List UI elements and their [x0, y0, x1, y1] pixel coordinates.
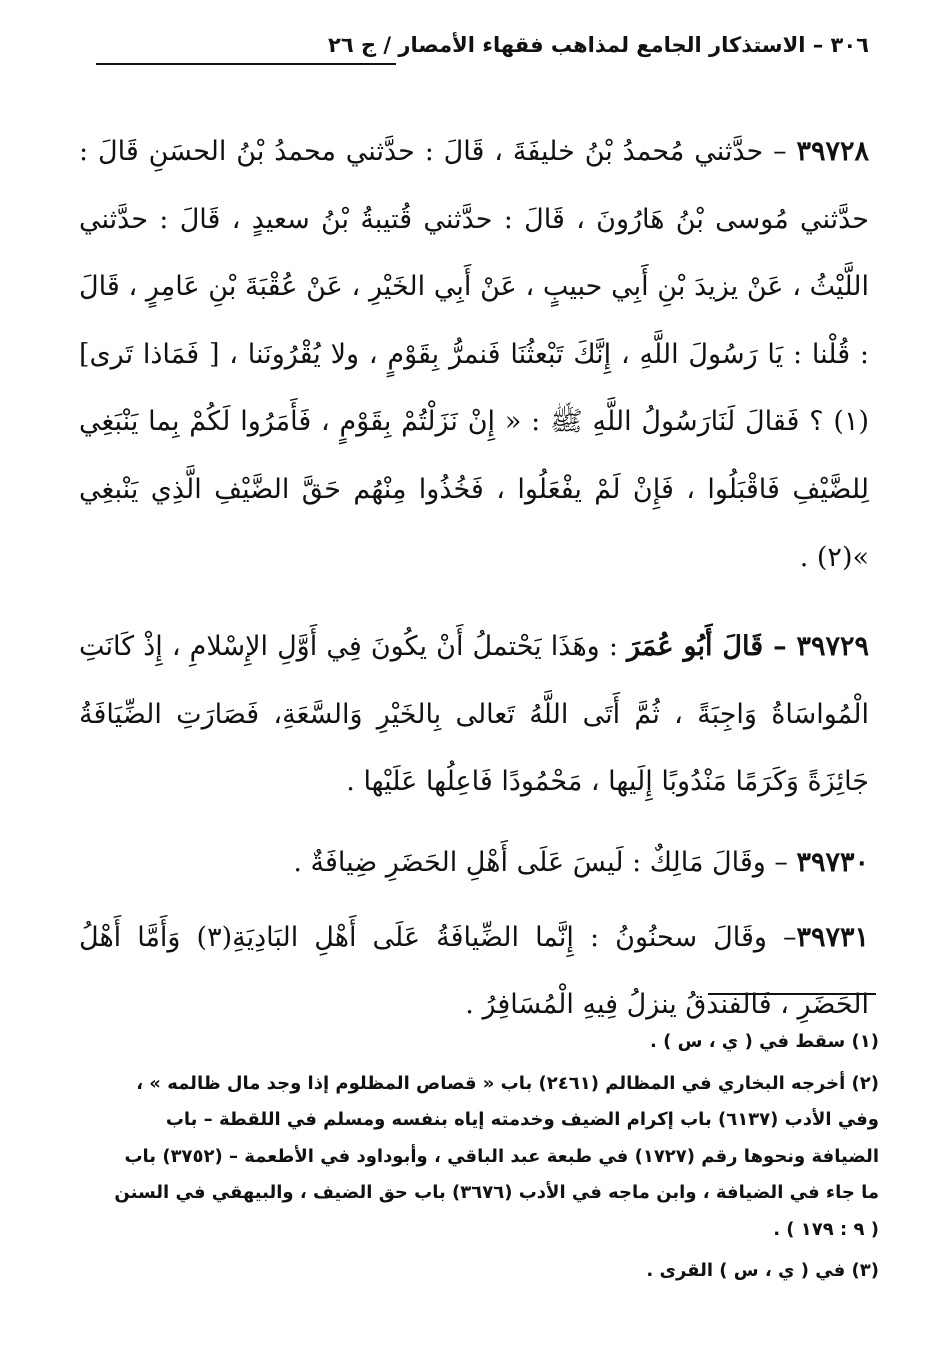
footnotes — [109, 1024, 879, 1290]
footnote-1: (١) سقط في ( ي ، س ) . — [650, 1031, 879, 1052]
footnote-rule — [708, 993, 876, 995]
footnote-2: (٢) أخرجه البخاري في المظالم (٢٤٦١) باب « قصاص المظلوم إذا وجد مال ظالمه » ، وفي الأدب (٦١٣٧) باب إكرام الضيف وخدمته إياه بنفسه ومسلم في اللقطة – باب الضيافة ونحوها رقم (١٧٢٧) في طبعة عبد الباقي ، وأبوداود في الأطعمة – (٣٧٥٢) باب ما جاء في الضيافة ، وابن ماجه في الأدب (٣٦٧٦) باب حق الضيف ، والبيهقي في السنن ( ٩ : ١٧٩ ) . — [114, 1072, 879, 1240]
main-text — [79, 118, 869, 1039]
paragraph-39730 — [79, 829, 869, 897]
paragraph-number: ٣٩٧٣١ — [796, 921, 869, 953]
header-rule — [96, 63, 396, 65]
paragraph-text: – حدَّثني مُحمدُ بْنُ خليفَةَ ، قَالَ : حدَّثني محمدُ بْنُ الحسَنِ قَالَ : حدَّثني مُوسى بْنُ هَارُونَ ، قَالَ : حدَّثني قُتيبةُ بْنُ سعيدٍ ، قَالَ : حدَّثني اللَّيْثُ ، عَنْ يزيدَ بْنِ أَبِي حبيبٍ ، عَنْ أَبِي الخَيْرِ ، عَنْ عُقْبَةَ بْنِ عَامِرٍ ، قَالَ : قُلْنا : يَا رَسُولَ اللَّهِ ، إِنَّكَ تَبْعثُنَا فَنمرُّ بِقَوْمٍ ، ولا يُقْرُونَنا ، [ فَمَاذا تَرى](١) ؟ فَقالَ لَنَارَسُولُ اللَّهِ ﷺ : « إِنْ نَزَلْتُمْ بِقَوْمٍ ، فَأَمَرُوا لَكُمْ بِما يَنْبَغِي لِلضَّيْفِ فَاقْبَلُوا ، فَإِنْ لَمْ يفْعَلُوا ، فَخُذُوا مِنْهُم حَقَّ الضَّيْفِ الَّذِي يَنْبغِي »(٢) . — [79, 136, 869, 573]
paragraph-text: – وقَالَ مَالِكٌ : لَيسَ عَلَى أَهْلِ الحَضَرِ ضِيافَةٌ . — [293, 846, 797, 878]
paragraph-39729 — [79, 613, 869, 816]
paragraph-text: – وقَالَ سحنُونُ : إِنَّما الضِّيافَةُ عَلَى أَهْلِ البَادِيَةِ(٣) وَأَمَّا أَهْلُ الحَضَرِ ، فَالفندقُ ينزلُ فِيهِ الْمُسَافِرُ . — [79, 921, 869, 1021]
paragraph-number: ٣٩٧٣٠ — [796, 846, 869, 878]
paragraph-text: : وهَذَا يَحْتملُ أَنْ يكُونَ فِي أَوَّلِ الإِسْلامِ ، إِذْ كَانَتِ الْمُواسَاةُ وَاجِبَةً ، ثُمَّ أَتَى اللَّهُ تَعالى بِالخَيْرِ وَالسَّعَةِ، فَصَارَتِ الضِّيَافَةُ جَائِزَةً وَكَرَمًا مَنْدُوبًا إِلَيها ، مَحْمُودًا فَاعِلُها عَلَيْها . — [79, 631, 869, 798]
paragraph-39731 — [79, 904, 869, 1039]
paragraph-number: ٣٩٧٢٨ — [796, 136, 869, 167]
running-header: ٣٠٦ – الاستذكار الجامع لمذاهب فقهاء الأمصار / ج ٢٦ — [328, 33, 869, 57]
paragraph-number: ٣٩٧٢٩ — [796, 631, 870, 663]
paragraph-39728 — [79, 118, 869, 591]
footnote-3: (٣) في ( ي ، س ) القرى . — [646, 1260, 879, 1281]
speaker-lead: – قَالَ أَبُو عُمَرَ — [627, 631, 797, 663]
